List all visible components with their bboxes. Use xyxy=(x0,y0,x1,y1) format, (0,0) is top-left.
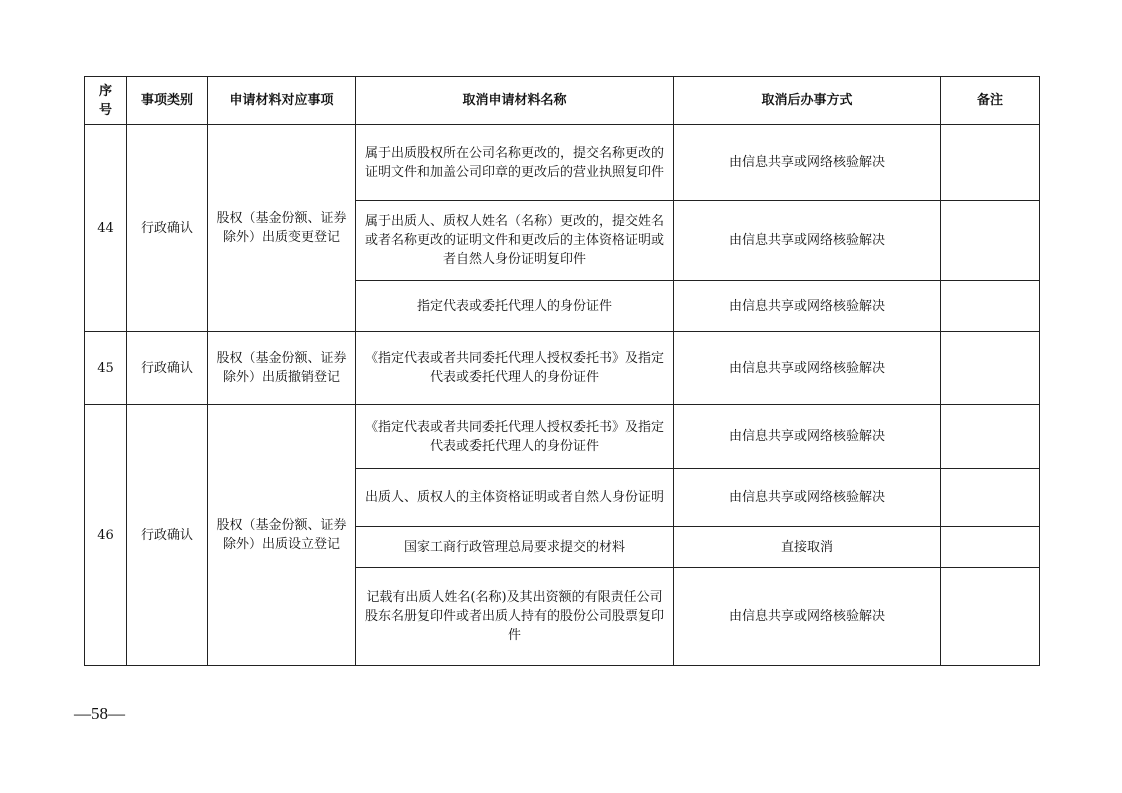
row-seq: 45 xyxy=(85,332,127,405)
method-cell: 由信息共享或网络核验解决 xyxy=(674,201,941,281)
row-matter: 股权（基金份额、证券除外）出质设立登记 xyxy=(208,405,356,666)
table-header-row xyxy=(85,77,1040,125)
table-row xyxy=(85,405,1040,469)
method-cell: 直接取消 xyxy=(674,527,941,568)
header-matter: 申请材料对应事项 xyxy=(208,77,356,125)
header-material: 取消申请材料名称 xyxy=(356,77,674,125)
row-matter: 股权（基金份额、证券除外）出质变更登记 xyxy=(208,125,356,332)
page-number: —58— xyxy=(74,704,125,723)
material-cell: 属于出质股权所在公司名称更改的，提交名称更改的证明文件和加盖公司印章的更改后的营业执照复印件 xyxy=(356,125,674,201)
note-cell xyxy=(941,281,1040,332)
material-cell: 国家工商行政管理总局要求提交的材料 xyxy=(356,527,674,568)
method-cell: 由信息共享或网络核验解决 xyxy=(674,281,941,332)
material-cell: 指定代表或委托代理人的身份证件 xyxy=(356,281,674,332)
material-cell: 出质人、质权人的主体资格证明或者自然人身份证明 xyxy=(356,469,674,527)
note-cell xyxy=(941,405,1040,469)
method-cell: 由信息共享或网络核验解决 xyxy=(674,469,941,527)
method-cell: 由信息共享或网络核验解决 xyxy=(674,405,941,469)
material-cell: 属于出质人、质权人姓名（名称）更改的，提交姓名或者名称更改的证明文件和更改后的主体资格证明或者自然人身份证明复印件 xyxy=(356,201,674,281)
table-row xyxy=(85,332,1040,405)
table-row xyxy=(85,125,1040,201)
materials-table xyxy=(84,76,1040,666)
header-note: 备注 xyxy=(941,77,1040,125)
row-seq: 46 xyxy=(85,405,127,666)
note-cell xyxy=(941,568,1040,666)
method-cell: 由信息共享或网络核验解决 xyxy=(674,568,941,666)
material-cell: 《指定代表或者共同委托代理人授权委托书》及指定代表或委托代理人的身份证件 xyxy=(356,405,674,469)
note-cell xyxy=(941,527,1040,568)
note-cell xyxy=(941,332,1040,405)
note-cell xyxy=(941,469,1040,527)
row-category: 行政确认 xyxy=(127,405,208,666)
note-cell xyxy=(941,201,1040,281)
header-method: 取消后办事方式 xyxy=(674,77,941,125)
method-cell: 由信息共享或网络核验解决 xyxy=(674,332,941,405)
method-cell: 由信息共享或网络核验解决 xyxy=(674,125,941,201)
header-seq: 序号 xyxy=(85,77,127,125)
material-cell: 《指定代表或者共同委托代理人授权委托书》及指定代表或委托代理人的身份证件 xyxy=(356,332,674,405)
header-category: 事项类别 xyxy=(127,77,208,125)
row-category: 行政确认 xyxy=(127,332,208,405)
row-seq: 44 xyxy=(85,125,127,332)
row-category: 行政确认 xyxy=(127,125,208,332)
row-matter: 股权（基金份额、证券除外）出质撤销登记 xyxy=(208,332,356,405)
material-cell: 记载有出质人姓名(名称)及其出资额的有限责任公司股东名册复印件或者出质人持有的股份公司股票复印件 xyxy=(356,568,674,666)
note-cell xyxy=(941,125,1040,201)
